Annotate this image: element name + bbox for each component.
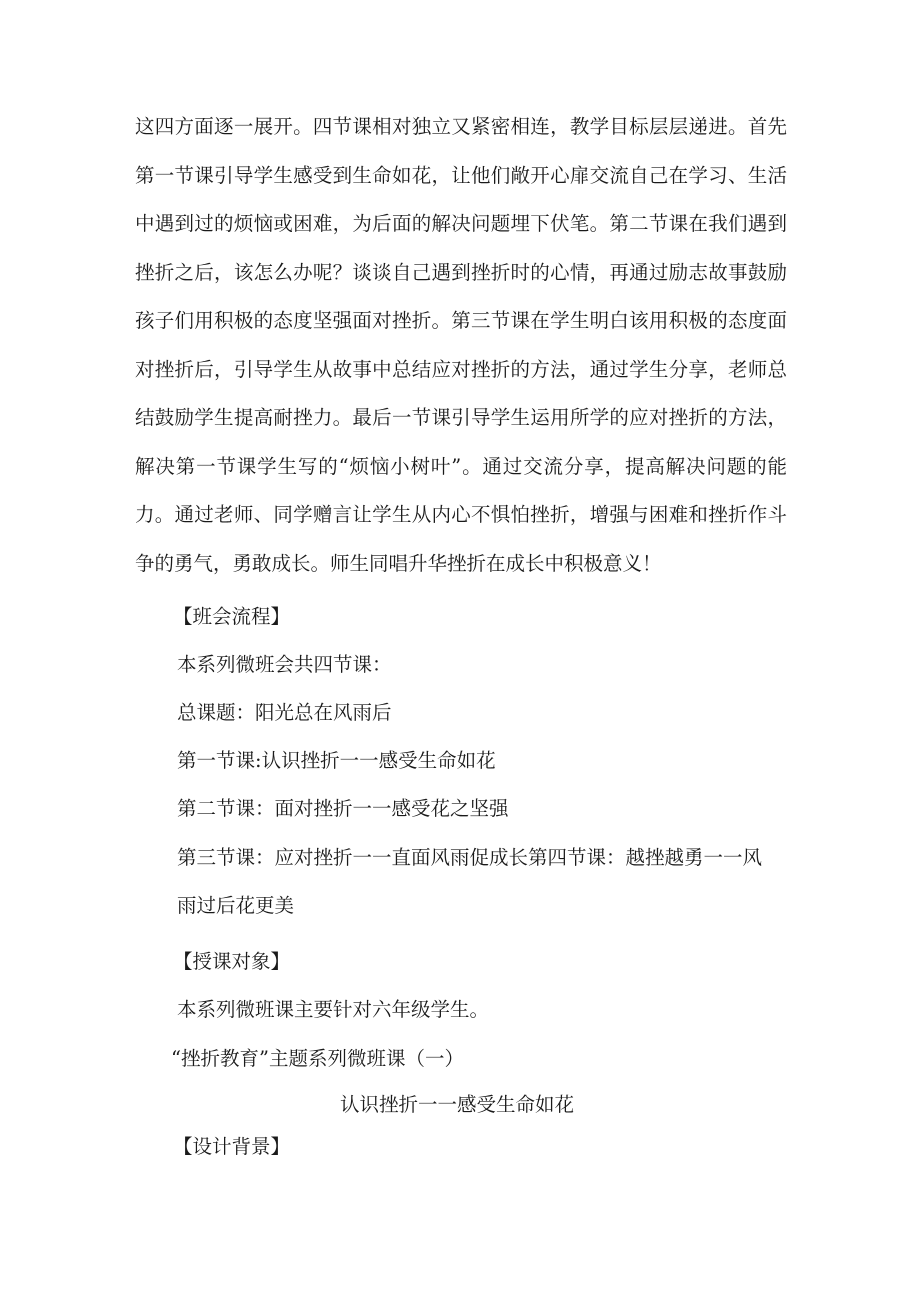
- general-topic: 总课题：阳光总在风雨后: [177, 701, 392, 724]
- lesson-two: 第二节课：面对挫折一一感受花之坚强: [177, 797, 509, 820]
- lesson-three-four-line2: 雨过后花更美: [177, 894, 295, 917]
- intro-paragraph: 这四方面逐一展开。四节课相对独立又紧密相连，教学目标层层递进。首先第一节课引导学生感受到生命如花，让他们敞开心扉交流自己在学习、生活中遇到过的烦恼或困难，为后面的解决问题埋下伏笔。第二节课在我们遇到挫折之后，该怎么办呢？谈谈自己遇到挫折时的心情，再通过励志故事鼓励孩子们用积极的态度坚强面对挫折。第三节课在学生明白该用积极的态度面对挫折后，引导学生从故事中总结应对挫折的方法，通过学生分享，老师总结鼓励学生提高耐挫力。最后一节课引导学生运用所学的应对挫折的方法，解决第一节课学生写的“烦恼小树叶”。通过交流分享，提高解决问题的能力。通过老师、同学赠言让学生从内心不惧怕挫折，增强与困难和挫折作斗争的勇气，勇敢成长。师生同唱升华挫折在成长中积极意义！: [135, 115, 787, 575]
- process-heading: 【班会流程】: [173, 605, 291, 628]
- lesson-title: 认识挫折一一感受生命如花: [340, 1093, 575, 1116]
- series-title: “挫折教育”主题系列微班课（一）: [171, 1047, 464, 1070]
- lesson-three-four-line1: 第三节课：应对挫折一一直面风雨促成长第四节课：越挫越勇一一风: [177, 846, 763, 869]
- audience-text: 本系列微班课主要针对六年级学生。: [177, 998, 490, 1021]
- audience-heading: 【授课对象】: [173, 950, 291, 973]
- process-summary: 本系列微班会共四节课：: [177, 653, 392, 676]
- lesson-one: 第一节课:认识挫折一一感受生命如花: [177, 749, 496, 772]
- background-heading: 【设计背景】: [173, 1135, 291, 1158]
